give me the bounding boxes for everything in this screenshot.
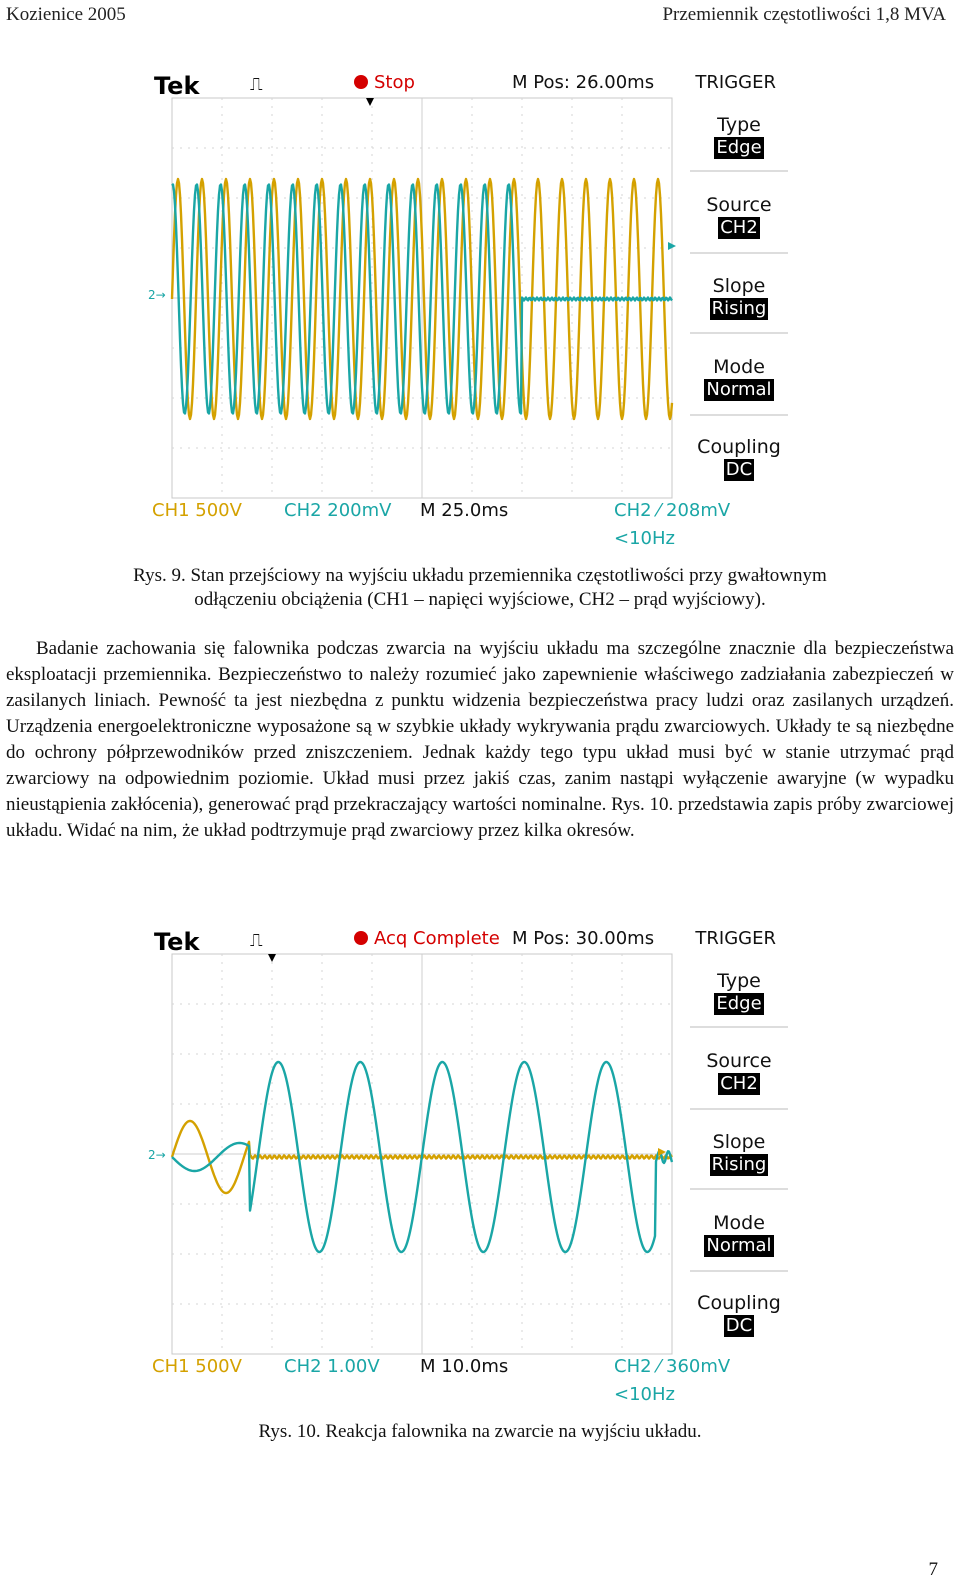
ch2-ground-marker: 2→ (148, 1148, 166, 1162)
menu-coupling: Coupling DC (697, 1292, 781, 1336)
stop-dot-icon (354, 931, 368, 945)
running-header-left: Kozienice 2005 (6, 4, 126, 25)
menu-slope: Slope Rising (711, 275, 767, 319)
status-text: Acq Complete (374, 928, 500, 949)
status-text: Stop (374, 72, 415, 93)
oscilloscope-screenshot-1 (150, 70, 798, 558)
menu-source: Source CH2 (706, 1050, 772, 1094)
ch2-ground-marker: 2→ (148, 288, 166, 302)
acq-icon: ⎍ (250, 930, 263, 951)
timebase: M 25.0ms (420, 500, 509, 521)
running-header-right: Przemiennik częstotliwości 1,8 MVA (662, 4, 946, 25)
status-indicator (354, 928, 500, 949)
trigger-frequency: <10Hz (614, 528, 675, 549)
menu-coupling: Coupling DC (697, 436, 781, 480)
tek-logo: Tek (154, 72, 200, 100)
acq-icon: ⎍ (250, 74, 263, 95)
body-paragraph (6, 636, 954, 844)
body-paragraph-text: Badanie zachowania się falownika podczas zwarcia na wyjściu układu ma szczególne znacznie dla bezpieczeństwa eksploatacji przemiennika. Bezpieczeństwo to należy rozumieć jako zapewnienie właściwego zadziałania zabezpieczeń w zasilanych liniach. Pewność ta jest niezbędna z punktu widzenia bezpieczeństwa pracy ludzi oraz zasilanych urządzeń. Urządzenia energoelektroniczne wyposażone są w szybkie układy wykrywania prądu zwarciowych. Układy te są niezbędne do ochrony półprzewodników przed zniszczeniem. Jednak każdy tego typu układ musi być w stanie utrzymać prąd zwarciowy na odpowiednim poziomie. Układ musi przez jakiś czas, zanim nastąpi wyłączenie awaryjne (w wypadku nieustąpienia zakłócenia), generować prąd przekraczający wartości nominalne. Rys. 10. przedstawia zapis próby zwarciowej układu. Widać na nim, że układ podtrzymuje prąd zwarciowy przez kilka okresów. (6, 638, 954, 841)
trigger-menu-title: TRIGGER (695, 72, 776, 93)
ch2-scale: CH2 1.00V (284, 1356, 380, 1377)
stop-dot-icon (354, 75, 368, 89)
menu-mode: Mode Normal (706, 356, 772, 400)
menu-mode: Mode Normal (706, 1212, 772, 1256)
trigger-info: CH2 ⁄ 360mV (614, 1356, 731, 1377)
ch1-scale: CH1 500V (152, 500, 242, 521)
trigger-menu-title: TRIGGER (695, 928, 776, 949)
trigger-frequency: <10Hz (614, 1384, 675, 1405)
caption-1-line-2: odłączeniu obciążenia (CH1 – napięci wyjściowe, CH2 – prąd wyjściowy). (194, 589, 766, 610)
tek-logo: Tek (154, 928, 200, 956)
ch2-scale: CH2 200mV (284, 500, 392, 521)
page-number: 7 (928, 1559, 938, 1580)
caption-1-line-1: Rys. 9. Stan przejściowy na wyjściu układu przemiennika częstotliwości przy gwałtownym (133, 565, 827, 586)
m-pos-readout: M Pos: 30.00ms (512, 928, 655, 949)
timebase: M 10.0ms (420, 1356, 509, 1377)
figure-caption-2: Rys. 10. Reakcja falownika na zwarcie na wyjściu układu. (258, 1421, 702, 1442)
menu-source: Source CH2 (706, 194, 772, 238)
menu-slope: Slope Rising (711, 1131, 767, 1175)
menu-type: Type Edge (716, 114, 762, 158)
trigger-info: CH2 ⁄ 208mV (614, 500, 731, 521)
oscilloscope-screenshot-2 (150, 926, 798, 1414)
menu-type: Type Edge (716, 970, 762, 1014)
figure-caption-1 (0, 564, 960, 612)
ch1-scale: CH1 500V (152, 1356, 242, 1377)
status-indicator (354, 72, 415, 93)
m-pos-readout: M Pos: 26.00ms (512, 72, 655, 93)
